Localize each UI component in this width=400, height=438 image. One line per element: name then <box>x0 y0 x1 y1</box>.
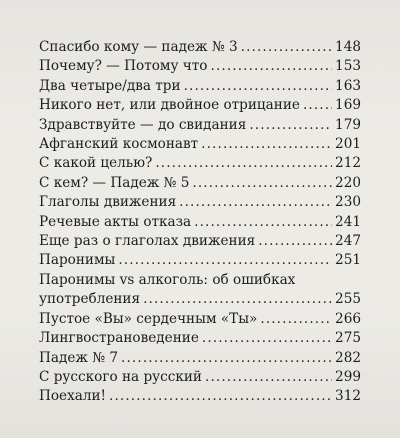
toc-entry-page: 169 <box>335 97 361 114</box>
toc-entry <box>39 193 361 212</box>
toc-entry <box>39 213 361 232</box>
toc-entry-title-line1: Паронимы vs алкоголь: об ошибках <box>39 271 296 288</box>
dot-leader <box>109 387 332 406</box>
toc-entry-page: 255 <box>335 291 361 308</box>
dot-leader <box>143 290 332 309</box>
toc-entry-page: 312 <box>335 388 361 405</box>
dot-leader <box>211 57 333 76</box>
dot-leader <box>303 96 332 115</box>
dot-leader <box>118 251 332 270</box>
dot-leader <box>194 213 332 232</box>
toc-entry-title: Никого нет, или двойное отрицание <box>39 97 300 114</box>
toc-entry-page: 247 <box>335 233 361 250</box>
toc-entry <box>39 116 361 135</box>
toc-entry-page: 230 <box>335 194 361 211</box>
toc-entry <box>39 349 361 368</box>
toc-entry-title: Здравствуйте — до свидания <box>39 116 247 133</box>
toc-entry-title: Два четыре/два три <box>39 77 181 94</box>
toc-entry-page: 299 <box>335 368 361 385</box>
toc-entry <box>39 232 361 251</box>
toc-entry <box>39 135 361 154</box>
toc-entry <box>39 38 361 57</box>
toc-entry <box>39 271 361 310</box>
toc-entry-page: 212 <box>335 155 361 172</box>
dot-leader <box>260 310 332 329</box>
toc-entry-page: 201 <box>335 136 361 153</box>
dot-leader <box>202 329 332 348</box>
dot-leader <box>184 77 332 96</box>
toc-entry-title: Речевые акты отказа <box>39 213 192 230</box>
toc-entry-title: С русского на русский <box>39 368 202 385</box>
toc-entry-page: 179 <box>335 116 361 133</box>
toc-entry-page: 148 <box>335 39 361 55</box>
dot-leader <box>121 349 332 368</box>
toc-entry-title: Глаголы движения <box>39 194 177 211</box>
toc-entry-title: Почему? — Потому что <box>39 58 208 75</box>
toc-entry-title: Падеж № 7 <box>39 349 119 366</box>
dot-leader <box>241 38 332 57</box>
toc-entry-title: Афганский космонавт <box>39 136 199 153</box>
toc-entry-title: С кем? — Падеж № 5 <box>39 174 190 191</box>
toc-entry <box>39 96 361 115</box>
toc-entry <box>39 368 361 387</box>
dot-leader <box>179 193 332 212</box>
show-through-text <box>39 425 361 438</box>
toc-entry-page: 241 <box>335 213 361 230</box>
toc-entry-title: Пустое «Вы» сердечным «Ты» <box>39 310 258 327</box>
toc-entry-page: 251 <box>335 252 361 269</box>
toc-entry-page: 282 <box>335 349 361 366</box>
dot-leader <box>201 135 332 154</box>
dot-leader <box>205 368 332 387</box>
toc-entry-page: 153 <box>335 58 361 75</box>
toc-entry <box>39 174 361 193</box>
toc-entry-title-line2: употребления <box>39 291 141 308</box>
dot-leader <box>192 174 332 193</box>
toc-entry-page: 163 <box>335 77 361 94</box>
toc-entry <box>39 154 361 173</box>
toc-entry-title: Поехали! <box>39 388 107 405</box>
toc-entry-title: Спасибо кому — падеж № 3 <box>39 39 238 55</box>
dot-leader <box>258 232 332 251</box>
toc-entry-page: 220 <box>335 174 361 191</box>
toc-entry <box>39 77 361 96</box>
toc-entry <box>39 329 361 348</box>
toc-entry-title: С какой целью? <box>39 155 153 172</box>
toc-entry-title: Лингвострановедение <box>39 330 199 347</box>
toc-entry-page: 275 <box>335 330 361 347</box>
toc-entry <box>39 251 361 270</box>
toc-entry <box>39 57 361 76</box>
toc-entry <box>39 310 361 329</box>
dot-leader <box>155 154 332 173</box>
toc-entry-title: Паронимы <box>39 252 116 269</box>
toc-entry-page: 266 <box>335 310 361 327</box>
toc-entry <box>39 387 361 406</box>
dot-leader <box>249 116 332 135</box>
table-of-contents <box>39 38 361 407</box>
toc-entry-title: Еще раз о глаголах движения <box>39 233 256 250</box>
